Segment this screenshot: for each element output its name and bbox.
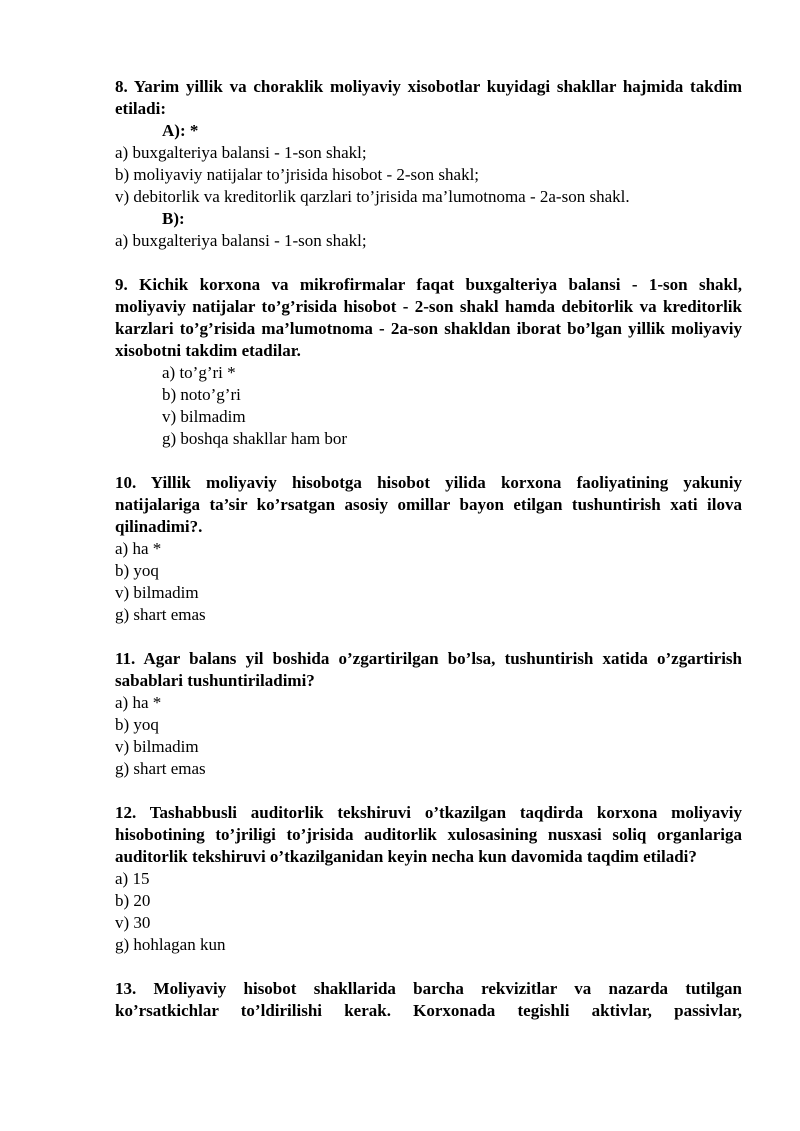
- spacer: [115, 450, 742, 472]
- question-9-option-v: v) bilmadim: [162, 407, 246, 426]
- document-page: [115, 76, 742, 1022]
- question-8-b-option-a: a) buxgalteriya balansi - 1-son shakl;: [115, 231, 367, 250]
- question-12-option-v: v) 30: [115, 913, 151, 932]
- spacer: [115, 780, 742, 802]
- question-11-option-g: g) shart emas: [115, 759, 206, 778]
- question-8-text: 8. Yarim yillik va choraklik moliyaviy xisobotlar kuyidagi shakllar hajmida takdim etiladi:: [115, 77, 742, 118]
- question-8-group-b-label: B):: [162, 209, 185, 228]
- question-11-option-v: v) bilmadim: [115, 737, 199, 756]
- spacer: [115, 956, 742, 978]
- question-10-option-g: g) shart emas: [115, 605, 206, 624]
- question-10-option-b: b) yoq: [115, 561, 159, 580]
- question-10-option-a: a) ha *: [115, 539, 162, 558]
- question-11-option-b: b) yoq: [115, 715, 159, 734]
- question-8-a-option-v: v) debitorlik va kreditorlik qarzlari to’jrisida ma’lumotnoma - 2a-son shakl.: [115, 187, 630, 206]
- question-12-option-a: a) 15: [115, 869, 150, 888]
- question-11-option-a: a) ha *: [115, 693, 162, 712]
- question-12-option-g: g) hohlagan kun: [115, 935, 226, 954]
- question-12-text: 12. Tashabbusli auditorlik tekshiruvi o’tkazilgan taqdirda korxona moliyaviy hisobotining to’jriligi to’jrisida auditorlik xulosasining nusxasi soliq organlariga auditorlik tekshiruvi o’tkazilganidan keyin necha kun davomida taqdim etiladi?: [115, 803, 742, 866]
- question-9-text: 9. Kichik korxona va mikrofirmalar faqat buxgalteriya balansi - 1-son shakl, moliyaviy natijalar to’g’risida hisobot - 2-son shakl hamda debitorlik va kreditorlik karzlari to’g’risida ma’lumotnoma - 2a-son shakldan iborat bo’lgan yillik moliyaviy xisobotni takdim etadilar.: [115, 275, 742, 360]
- question-8-a-option-a: a) buxgalteriya balansi - 1-son shakl;: [115, 143, 367, 162]
- spacer: [115, 252, 742, 274]
- spacer: [115, 626, 742, 648]
- question-8-a-option-b: b) moliyaviy natijalar to’jrisida hisobot - 2-son shakl;: [115, 165, 480, 184]
- question-9-option-a: a) to’g’ri *: [162, 363, 236, 382]
- question-13-text: 13. Moliyaviy hisobot shakllarida barcha rekvizitlar va nazarda tutilgan ko’rsatkichlar to’ldirilishi kerak. Korxonada tegishli aktivlar, passivlar,: [115, 979, 742, 1020]
- question-9-option-b: b) noto’g’ri: [162, 385, 241, 404]
- question-12-option-b: b) 20: [115, 891, 151, 910]
- question-8-group-a-label: A): *: [162, 121, 199, 140]
- question-10-text: 10. Yillik moliyaviy hisobotga hisobot yilida korxona faoliyatining yakuniy natijalariga ta’sir ko’rsatgan asosiy omillar bayon etilgan tushuntirish xati ilova qilinadimi?.: [115, 473, 742, 536]
- question-11-text: 11. Agar balans yil boshida o’zgartirilgan bo’lsa, tushuntirish xatida o’zgartirish sabablari tushuntiriladimi?: [115, 649, 742, 690]
- question-10-option-v: v) bilmadim: [115, 583, 199, 602]
- question-9-option-g: g) boshqa shakllar ham bor: [162, 429, 348, 448]
